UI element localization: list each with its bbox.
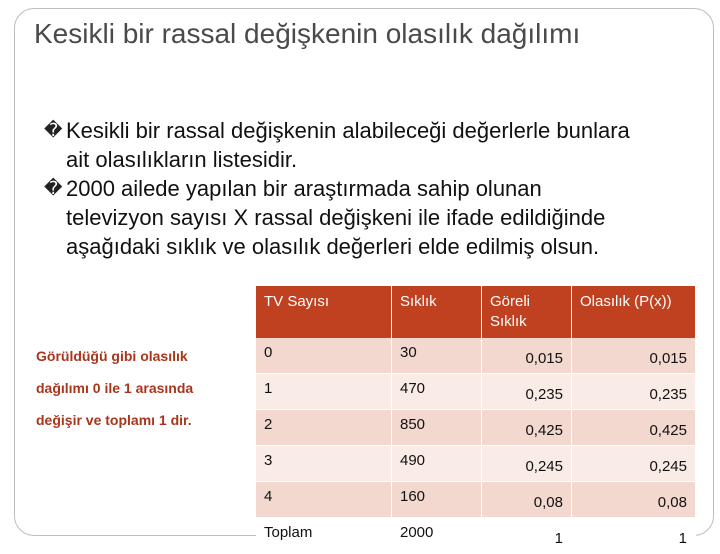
cell-tv-count: 3: [256, 446, 392, 482]
cell-total-probability: 1: [572, 518, 696, 554]
cell-tv-count: 1: [256, 374, 392, 410]
cell-probability: 0,245: [572, 446, 696, 482]
cell-total-label: Toplam: [256, 518, 392, 554]
bullet-item: [44, 174, 644, 261]
cell-frequency: 160: [392, 482, 482, 518]
table-row: [256, 338, 696, 374]
bullet-list: [44, 116, 644, 261]
note-line: değişir ve toplamı 1 dir.: [36, 412, 192, 428]
header-probability: Olasılık (P(x)): [572, 286, 696, 338]
summary-note: [36, 340, 246, 436]
cell-frequency: 850: [392, 410, 482, 446]
bullet-item: [44, 116, 644, 174]
cell-relative-frequency: 0,015: [482, 338, 572, 374]
bullet-glyph-icon: �: [44, 120, 63, 141]
bullet-text: 2000 ailede yapılan bir araştırmada sahip olunan televizyon sayısı X rassal değişkeni ile ifade edildiğinde aşağıdaki sıklık ve olasılık değerleri elde edilmiş olsun.: [66, 176, 606, 259]
table-row: [256, 446, 696, 482]
cell-relative-frequency: 0,245: [482, 446, 572, 482]
cell-relative-frequency: 0,235: [482, 374, 572, 410]
note-line: dağılımı 0 ile 1 arasında: [36, 380, 194, 396]
cell-total-relative-frequency: 1: [482, 518, 572, 554]
note-line: Görüldüğü gibi olasılık: [36, 348, 188, 364]
cell-relative-frequency: 0,425: [482, 410, 572, 446]
cell-total-frequency: 2000: [392, 518, 482, 554]
cell-probability: 0,425: [572, 410, 696, 446]
bullet-glyph-icon: �: [44, 178, 63, 199]
header-tv-count: TV Sayısı: [256, 286, 392, 338]
cell-relative-frequency: 0,08: [482, 482, 572, 518]
cell-probability: 0,08: [572, 482, 696, 518]
slide-title: Kesikli bir rassal değişkenin olasılık dağılımı: [34, 18, 581, 49]
cell-tv-count: 0: [256, 338, 392, 374]
table-row: [256, 374, 696, 410]
header-relative-frequency: Göreli Sıklık: [482, 286, 572, 338]
table-header-row: [256, 286, 696, 338]
cell-tv-count: 4: [256, 482, 392, 518]
cell-frequency: 30: [392, 338, 482, 374]
bullet-text: Kesikli bir rassal değişkenin alabileceği değerlerle bunlara ait olasılıkların listesidir.: [66, 118, 630, 172]
cell-probability: 0,235: [572, 374, 696, 410]
probability-table: [256, 286, 696, 554]
table-total-row: [256, 518, 696, 554]
cell-tv-count: 2: [256, 410, 392, 446]
header-frequency: Sıklık: [392, 286, 482, 338]
table-row: [256, 482, 696, 518]
cell-frequency: 470: [392, 374, 482, 410]
cell-probability: 0,015: [572, 338, 696, 374]
table-row: [256, 410, 696, 446]
cell-frequency: 490: [392, 446, 482, 482]
